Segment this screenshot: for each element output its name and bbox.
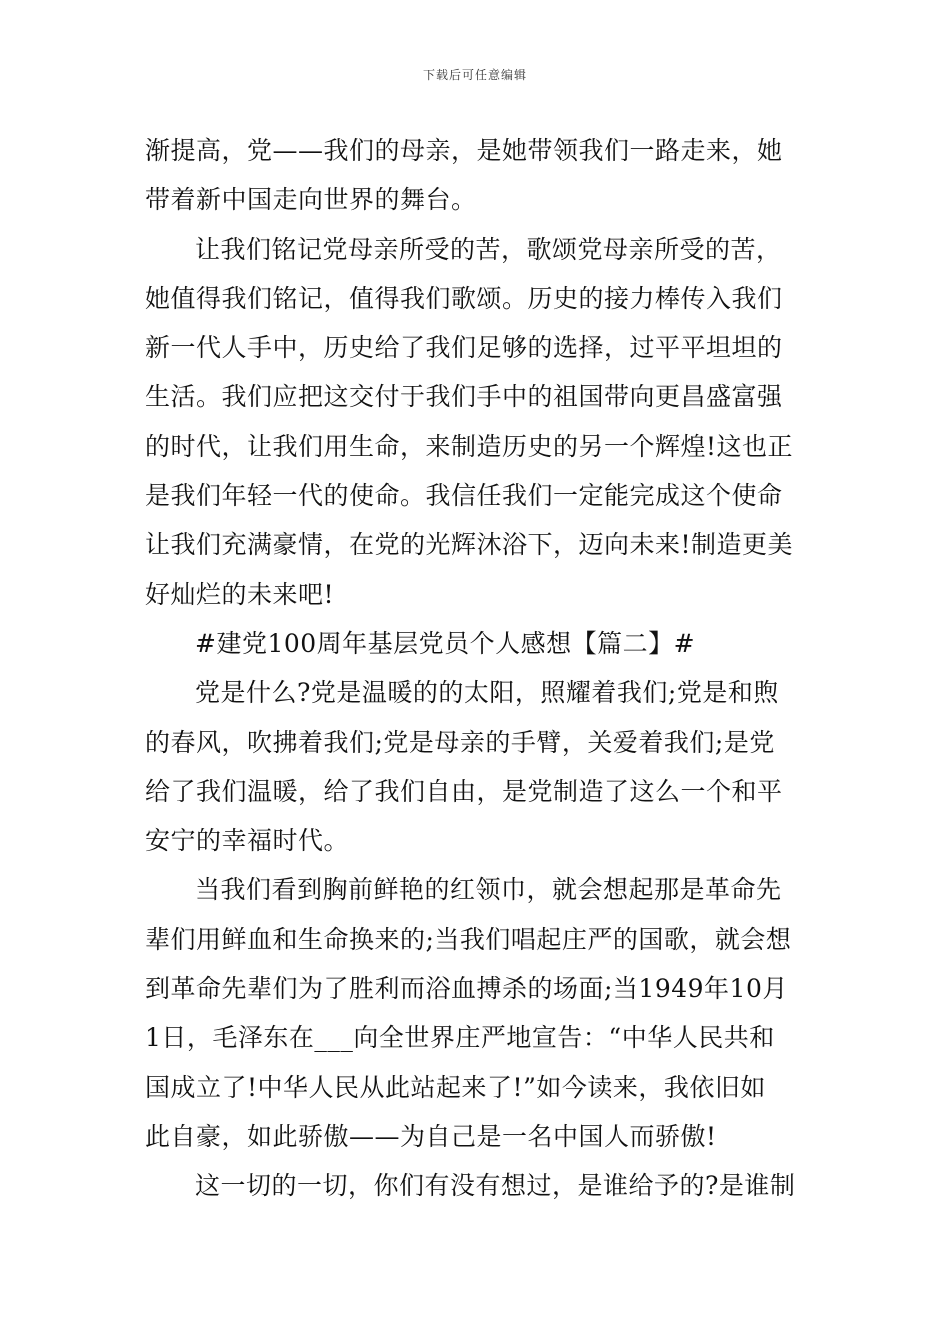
text-line: 给了我们温暖，给了我们自由，是党制造了这么一个和平 [145,776,783,806]
text-line: 这一切的一切，你们有没有想过，是谁给予的?是谁制 [195,1171,796,1201]
text-line: 新一代人手中，历史给了我们足够的选择，过平平坦坦的 [145,333,783,363]
text-line: 国成立了!中华人民从此站起来了!”如今读来，我依旧如 [145,1072,766,1102]
document-body [145,126,809,1211]
text-line: 是我们年轻一代的使命。我信任我们一定能完成这个使命 [145,481,783,511]
text-line: 的春风，吹拂着我们;党是母亲的手臂，关爱着我们;是党 [145,727,775,757]
section-heading: #建党100周年基层党员个人感想【篇二】# [195,628,696,658]
text-line: 党是什么?党是温暖的的太阳，照耀着我们;党是和煦 [195,678,779,708]
text-line: 到革命先辈们为了胜利而浴血搏杀的场面;当1949年10月 [145,974,788,1004]
text-line: 生活。我们应把这交付于我们手中的祖国带向更昌盛富强 [145,382,783,412]
text-line: 带着新中国走向世界的舞台。 [145,185,477,215]
text-line: 1日，毛泽东在___向全世界庄严地宣告：“中华人民共和 [145,1023,775,1053]
page-header: 下载后可任意编辑 [422,68,527,82]
text-line: 辈们用鲜血和生命换来的;当我们唱起庄严的国歌，就会想 [145,924,792,954]
text-line: 安宁的幸福时代。 [145,826,350,856]
text-line: 当我们看到胸前鲜艳的红领巾，就会想起那是革命先 [195,875,782,905]
text-line: 此自豪，如此骄傲——为自己是一名中国人而骄傲! [145,1121,717,1151]
text-line: 的时代，让我们用生命，来制造历史的另一个辉煌!这也正 [145,431,794,461]
text-line: 让我们铭记党母亲所受的苦，歌颂党母亲所受的苦， [195,234,782,264]
text-line: 让我们充满豪情，在党的光辉沐浴下，迈向未来!制造更美 [145,530,794,560]
text-line: 她值得我们铭记，值得我们歌颂。历史的接力棒传入我们 [145,283,783,313]
text-line: 好灿烂的未来吧! [145,579,335,609]
text-line: 渐提高，党——我们的母亲，是她带领我们一路走来，她 [145,136,783,165]
